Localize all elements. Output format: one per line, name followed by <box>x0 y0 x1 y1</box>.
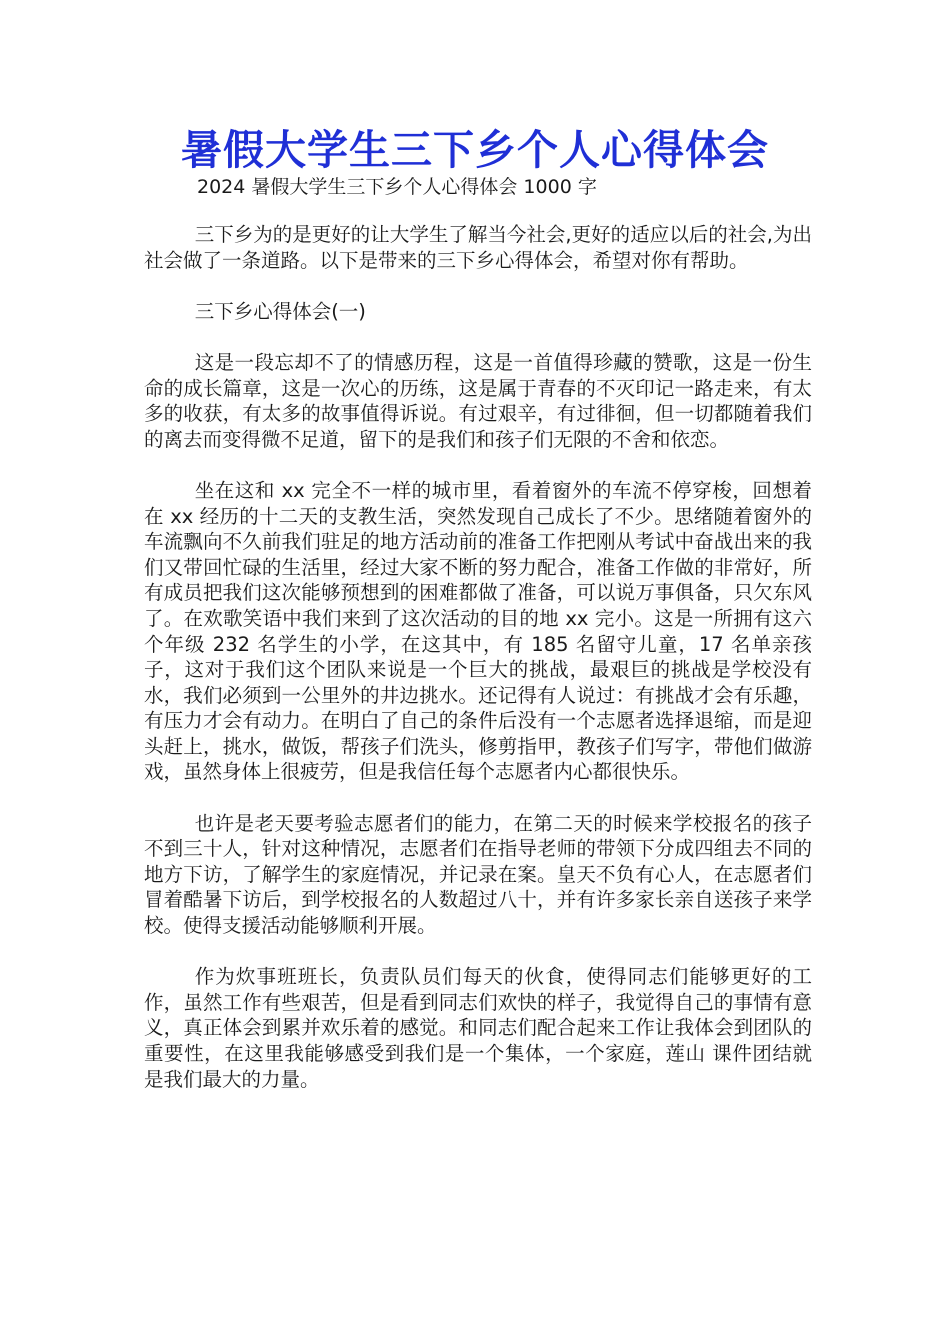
body-paragraph: 坐在这和 xx 完全不一样的城市里，看着窗外的车流不停穿梭，回想着在 xx 经历的十二天的支教生活，突然发现自己成长了不少。思绪随着窗外的车流飘向不久前我们驻足的地方活动前的准备工作把刚从考试中奋战出来的我们又带回忙碌的生活里，经过大家不断的努力配合，准备工作做的非常好，所有成员把我们这次能够预想到的困难都做了准备，可以说万事俱备，只欠东风了。在欢歌笑语中我们来到了这次活动的目的地 xx 完小。这是一所拥有这六个年级 232 名学生的小学，在这其中，有 185 名留守儿童，17 名单亲孩子，这对于我们这个团队来说是一个巨大的挑战，最艰巨的挑战是学校没有水，我们必须到一公里外的井边挑水。还记得有人说过：有挑战才会有乐趣，有压力才会有动力。在明白了自己的条件后没有一个志愿者选择退缩，而是迎头赶上，挑水，做饭，帮孩子们洗头，修剪指甲，教孩子们写字，带他们做游戏，虽然身体上很疲劳，但是我信任每个志愿者内心都很快乐。 <box>144 478 812 784</box>
document-title: 暑假大学生三下乡个人心得体会 <box>181 126 769 174</box>
body-paragraph: 这是一段忘却不了的情感历程，这是一首值得珍藏的赞歌，这是一份生命的成长篇章，这是一次心的历练，这是属于青春的不灭印记一路走来，有太多的收获，有太多的故事值得诉说。有过艰辛，有过徘徊，但一切都随着我们的离去而变得微不足道，留下的是我们和孩子们无限的不舍和依恋。 <box>144 350 812 451</box>
section-heading: 三下乡心得体会(一) <box>194 299 366 323</box>
document-subtitle: 2024 暑假大学生三下乡个人心得体会 1000 字 <box>197 176 597 198</box>
document-body <box>144 222 812 1118</box>
body-paragraph: 作为炊事班班长，负责队员们每天的伙食，使得同志们能够更好的工作，虽然工作有些艰苦，但是看到同志们欢快的样子，我觉得自己的事情有意义，真正体会到累并欢乐着的感觉。和同志们配合起来工作让我体会到团队的重要性，在这里我能够感受到我们是一个集体，一个家庭，莲山 课件团结就是我们最大的力量。 <box>144 965 812 1091</box>
body-paragraph: 也许是老天要考验志愿者们的能力，在第二天的时候来学校报名的孩子不到三十人，针对这种情况，志愿者们在指导老师的带领下分成四组去不同的地方下访，了解学生的家庭情况，并记录在案。皇天不负有心人，在志愿者们冒着酷暑下访后，到学校报名的人数超过八十，并有许多家长亲自送孩子来学校。使得支援活动能够顺利开展。 <box>144 811 812 938</box>
intro-paragraph: 三下乡为的是更好的让大学生了解当今社会,更好的适应以后的社会,为出社会做了一条道路。以下是带来的三下乡心得体会，希望对你有帮助。 <box>144 223 812 272</box>
